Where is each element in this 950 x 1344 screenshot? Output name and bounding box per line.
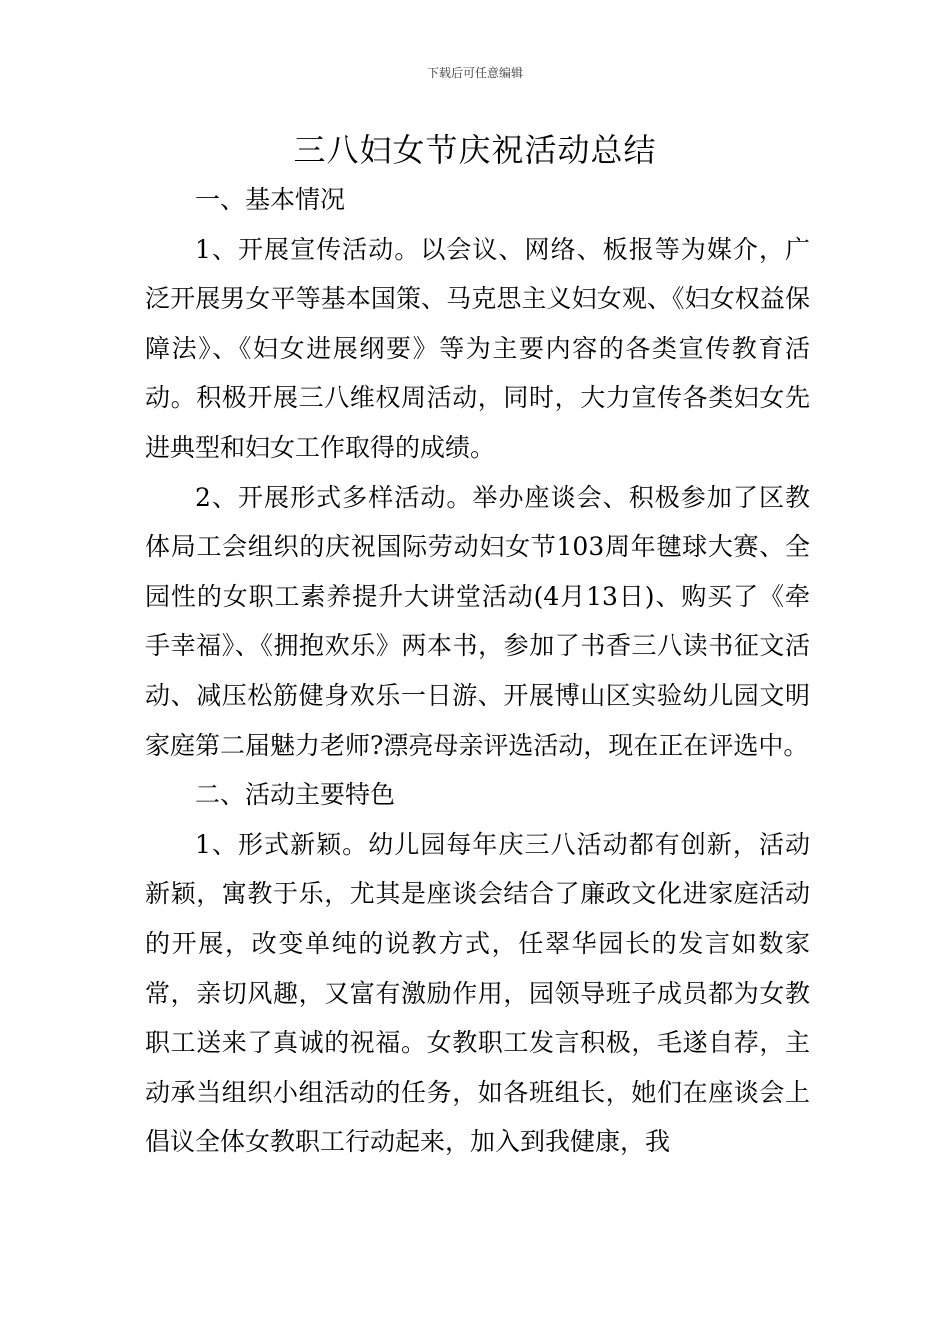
paragraph-publicity-activities: 1、开展宣传活动。以会议、网络、板报等为媒介，广泛开展男女平等基本国策、马克思主义妇女观、《妇女权益保障法》、《妇女进展纲要》等为主要内容的各类宣传教育活动。积极开展三八维权周活动，同时，大力宣传各类妇女先进典型和妇女工作取得的成绩。 <box>145 234 810 462</box>
paragraph-novel-format: 1、形式新颖。幼儿园每年庆三八活动都有创新，活动新颖，寓教于乐，尤其是座谈会结合了廉政文化进家庭活动的开展，改变单纯的说教方式，任翠华园长的发言如数家常，亲切风趣，又富有激励作用，园领导班子成员都为女教职工送来了真诚的祝福。女教职工发言积极，毛遂自荐，主动承当组织小组活动的任务，如各班组长，她们在座谈会上倡议全体女教职工行动起来，加入到我健康，我 <box>145 829 810 1157</box>
document-title: 三八妇女节庆祝活动总结 <box>293 131 657 169</box>
document-body <box>145 175 810 1167</box>
header-note: 下载后可任意编辑 <box>426 66 523 80</box>
paragraph-diverse-activities: 2、开展形式多样活动。举办座谈会、积极参加了区教体局工会组织的庆祝国际劳动妇女节103周年毽球大赛、全园性的女职工素养提升大讲堂活动(4月13日)、购买了《牵手幸福》、《拥抱欢乐》两本书，参加了书香三八读书征文活动、减压松筋健身欢乐一日游、开展博山区实验幼儿园文明家庭第二届魅力老师?漂亮母亲评选活动，现在正在评选中。 <box>145 482 810 760</box>
section-heading-basic-situation: 一、基本情况 <box>195 185 346 214</box>
section-heading-main-features: 二、活动主要特色 <box>195 780 396 810</box>
